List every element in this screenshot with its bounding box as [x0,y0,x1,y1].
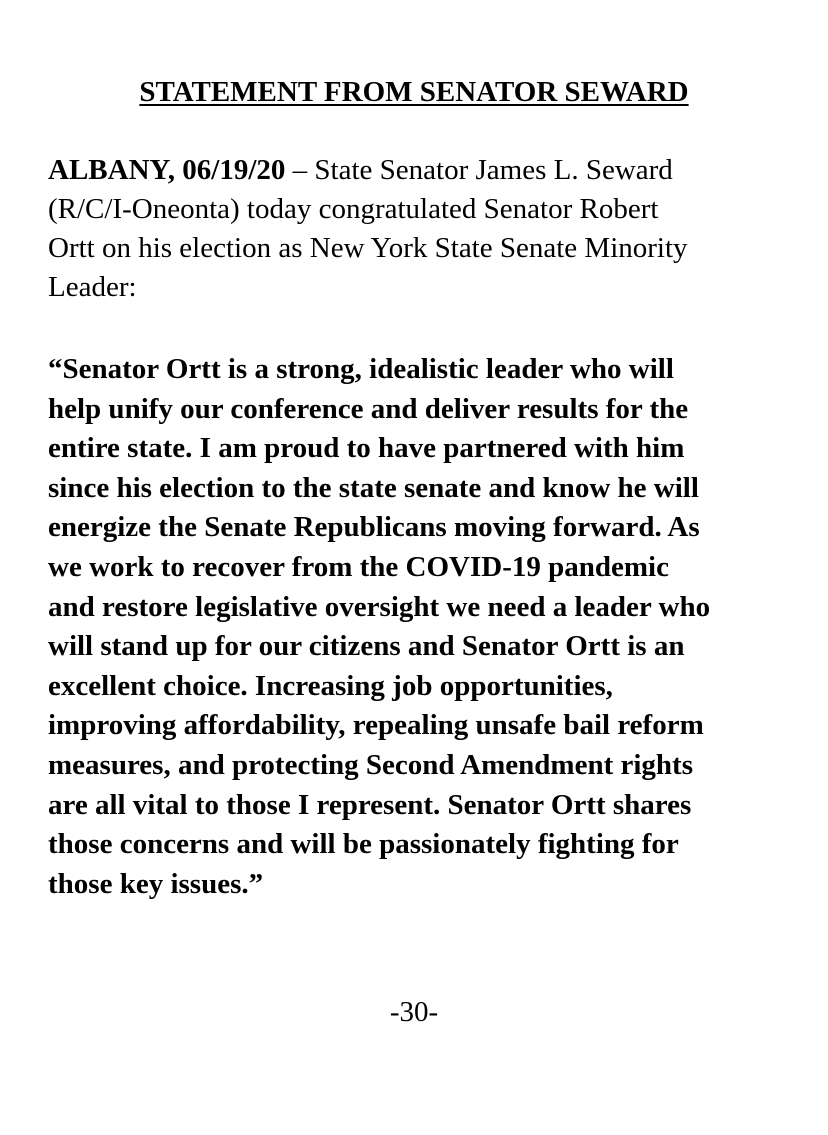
quote-line: and restore legislative oversight we need a leader who [48,590,711,623]
intro-line-4: Leader: [48,271,137,303]
quote-line: are all vital to those I represent. Senator Ortt shares [48,788,692,821]
intro-line-1 [48,151,788,190]
end-mark: -30- [389,996,439,1028]
quote-paragraph [48,350,798,904]
quote-line: since his election to the state senate and know he will [48,471,699,504]
quote-line: energize the Senate Republicans moving forward. As [48,511,700,544]
intro-text: – State Senator James L. Seward [285,154,673,186]
quote-line: will stand up for our citizens and Senator Ortt is an [48,630,685,663]
quote-line: improving affordability, repealing unsafe bail reform [48,709,704,742]
quote-line: we work to recover from the COVID-19 pandemic [48,550,669,583]
quote-line: measures, and protecting Second Amendment rights [48,748,693,781]
statement-title: STATEMENT FROM SENATOR SEWARD [139,76,689,108]
quote-line: those key issues.” [48,867,264,900]
intro-line-2: (R/C/I-Oneonta) today congratulated Senator Robert [48,193,659,225]
quote-line: entire state. I am proud to have partnered with him [48,432,685,465]
intro-paragraph [48,151,788,307]
quote-line: help unify our conference and deliver results for the [48,392,689,425]
intro-line-3: Ortt on his election as New York State Senate Minority [48,232,688,264]
quote-line: “Senator Ortt is a strong, idealistic leader who will [48,353,674,385]
quote-line: those concerns and will be passionately fighting for [48,828,679,861]
dateline: ALBANY, 06/19/20 [48,154,286,186]
quote-line: excellent choice. Increasing job opportunities, [48,669,613,702]
